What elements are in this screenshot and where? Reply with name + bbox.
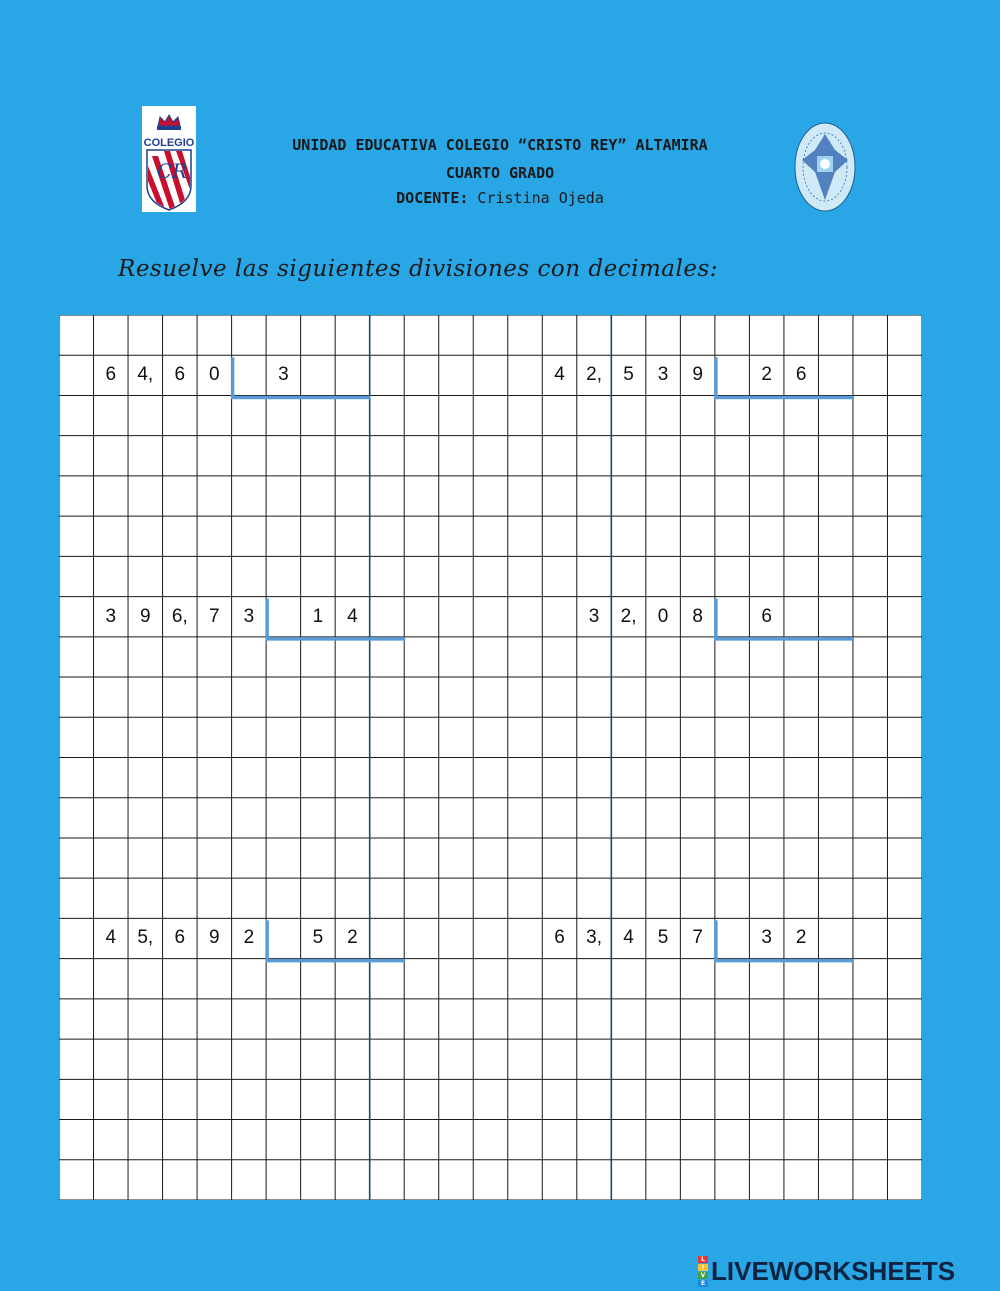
school-logo-right (790, 120, 860, 215)
dividend-digit: 3 (105, 605, 117, 627)
dividend-digit: 3 (657, 364, 669, 386)
divisor-digit: 2 (347, 927, 358, 949)
dividend-digit: 4 (623, 927, 634, 949)
school-name: UNIDAD EDUCATIVA COLEGIO “CRISTO REY” ALTAMIRA (292, 136, 708, 154)
dividend-digit: 6 (174, 364, 186, 386)
divisor-digit: 6 (795, 364, 807, 386)
dividend-digit: 9 (140, 605, 151, 627)
liveworksheets-logo (698, 1256, 955, 1286)
division-bracket (233, 357, 371, 397)
dividend-digit: 8 (692, 605, 703, 627)
dividend-digit: 5 (657, 927, 669, 949)
dividend-digit: 2, (620, 605, 637, 627)
instruction-text: Resuelve las siguientes divisiones con decimales: (118, 256, 718, 282)
dividend-digit: 3 (243, 605, 255, 627)
divisor-digit: 4 (347, 605, 358, 627)
grade-label: CUARTO GRADO (445, 164, 555, 182)
teacher-name: Cristina Ojeda (477, 189, 604, 207)
dividend-digit: 0 (657, 605, 669, 627)
logo-left-monogram: CR (156, 159, 188, 183)
brand-name: LIVEWORKSHEETS (711, 1255, 956, 1286)
worksheet-grid[interactable] (59, 315, 922, 1200)
dividend-digit: 4 (554, 364, 565, 386)
dividend-digit: 0 (209, 364, 220, 386)
divisor-digit: 3 (278, 364, 289, 386)
dividend-digit: 2, (586, 364, 602, 386)
divisor-digit: 2 (795, 927, 807, 949)
teacher-label: DOCENTE: (396, 189, 469, 207)
dividend-digit: 3, (586, 927, 602, 949)
dividend-digit: 6 (105, 364, 117, 386)
division-bracket (716, 599, 854, 639)
brand-blocks-icon: L I V E (698, 1255, 708, 1287)
divisor-digit: 5 (312, 927, 324, 949)
dividend-digit: 7 (692, 927, 703, 949)
dividend-digit: 2 (243, 927, 255, 949)
dividend-digit: 4 (105, 927, 117, 949)
dividend-digit: 9 (692, 364, 703, 386)
divisor-digit: 6 (761, 605, 772, 627)
dividend-digit: 6 (174, 927, 186, 949)
dividend-digit: 4, (137, 364, 154, 386)
dividend-digit: 6 (554, 927, 565, 949)
divisor-digit: 3 (761, 927, 772, 949)
dividend-digit: 5 (623, 364, 634, 386)
dividend-digit: 9 (209, 927, 220, 949)
dividend-digit: 6, (171, 605, 188, 627)
grid-lines (59, 315, 922, 1200)
teacher-line (200, 189, 800, 207)
dividend-digit: 7 (209, 605, 220, 627)
school-logo-left (142, 106, 196, 212)
dividend-digit: 3 (588, 605, 600, 627)
logo-left-text: COLEGIO (143, 137, 195, 149)
divisor-digit: 2 (761, 364, 772, 386)
divisor-digit: 1 (312, 605, 324, 627)
dividend-digit: 5, (137, 927, 154, 949)
